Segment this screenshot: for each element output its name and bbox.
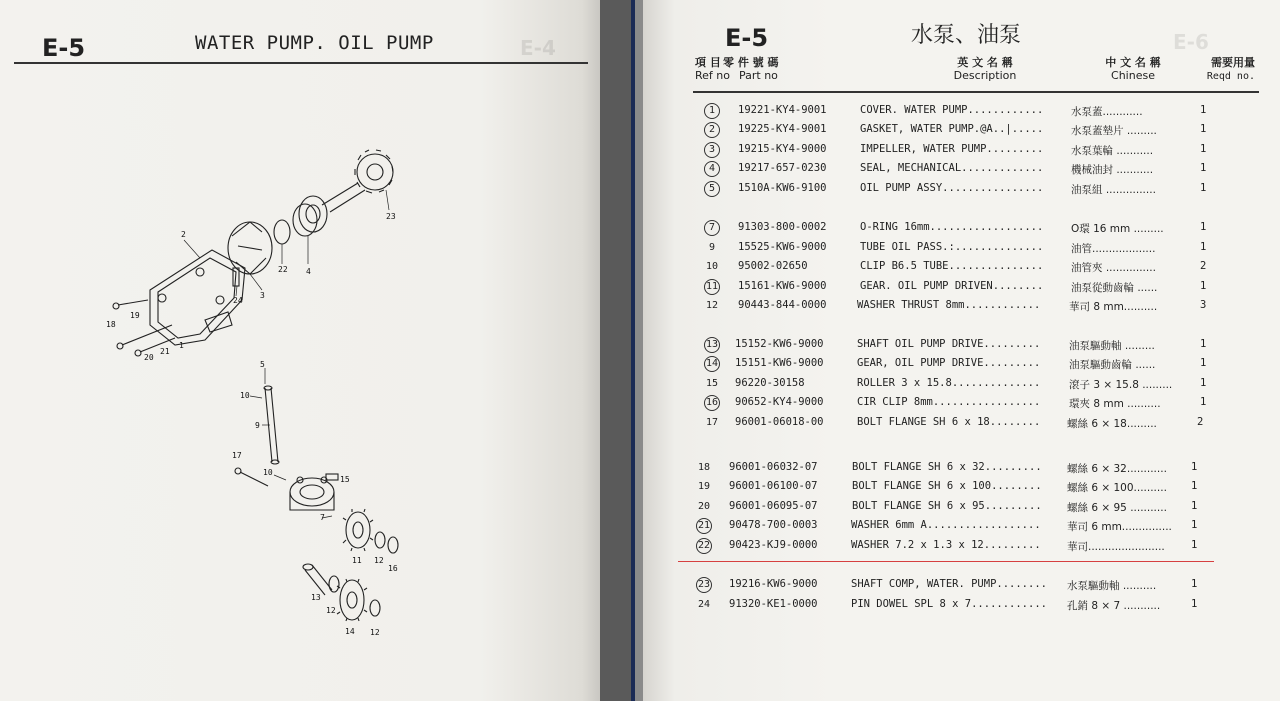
part-description: PIN DOWEL SPL 8 x 7............ xyxy=(851,598,1047,610)
part-description: BOLT FLANGE SH 6 x 95......... xyxy=(852,500,1042,512)
table-row xyxy=(643,479,1280,495)
bleed-through-code: E-4 xyxy=(520,36,556,60)
chinese-name: 水泵驅動軸 .......... xyxy=(1067,580,1157,592)
chinese-name: 水泵蓋墊片 ......... xyxy=(1071,125,1157,137)
ref-number: 9 xyxy=(708,242,716,253)
callout: 2 xyxy=(181,230,186,239)
callout: 24 xyxy=(233,296,243,305)
table-row xyxy=(643,161,1280,177)
callout: 1 xyxy=(179,341,184,350)
part-description: IMPELLER, WATER PUMP......... xyxy=(860,143,1044,155)
water-pump-impeller xyxy=(228,222,272,274)
chinese-name: 螺絲 6 × 95 ........... xyxy=(1067,502,1167,514)
ref-number: 15 xyxy=(705,378,719,389)
part-number: 96001-06095-07 xyxy=(729,500,818,512)
required-quantity: 1 xyxy=(1200,357,1207,369)
part-number: 1510A-KW6-9100 xyxy=(738,182,827,194)
callout: 12 xyxy=(374,556,384,565)
callout: 21 xyxy=(160,347,170,356)
header-partno-cn: 零 件 號 碼 xyxy=(723,56,779,69)
callout: 10 xyxy=(240,391,250,400)
header-rule xyxy=(693,91,1259,93)
chinese-name: 螺絲 6 × 18......... xyxy=(1067,418,1157,430)
callout: 22 xyxy=(278,265,288,274)
part-number: 90443-844-0000 xyxy=(738,299,827,311)
required-quantity: 1 xyxy=(1191,539,1198,551)
table-row xyxy=(643,499,1280,515)
required-quantity: 1 xyxy=(1200,241,1207,253)
part-number: 15152-KW6-9000 xyxy=(735,338,824,350)
part-description: CIR CLIP 8mm................. xyxy=(857,396,1041,408)
part-number: 19216-KW6-9000 xyxy=(729,578,818,590)
header-reqd xyxy=(1203,56,1255,83)
header-cn-en: Chinese xyxy=(1111,69,1155,82)
callout: 16 xyxy=(388,564,398,573)
part-description: SEAL, MECHANICAL............. xyxy=(860,162,1044,174)
page-gap xyxy=(635,0,643,701)
section-code: E-5 xyxy=(725,24,769,52)
part-number: 90423-KJ9-0000 xyxy=(729,539,818,551)
callout: 19 xyxy=(130,311,140,320)
part-number: 96220-30158 xyxy=(735,377,805,389)
part-description: OIL PUMP ASSY................ xyxy=(860,182,1044,194)
table-row xyxy=(643,220,1280,236)
left-page xyxy=(0,0,600,701)
mechanical-seal xyxy=(293,196,327,236)
circlip-16 xyxy=(388,537,398,553)
required-quantity: 1 xyxy=(1191,480,1198,492)
chinese-name: 油管................... xyxy=(1071,243,1156,255)
chinese-name: 華司 6 mm............... xyxy=(1067,521,1172,533)
roller xyxy=(326,474,338,480)
chinese-name: 螺絲 6 × 100.......... xyxy=(1067,482,1167,494)
table-row xyxy=(643,395,1280,411)
ref-number: 18 xyxy=(697,462,711,473)
right-page xyxy=(643,0,1280,701)
ref-number: 11 xyxy=(704,279,720,295)
chinese-name: 油管夾 ............... xyxy=(1071,262,1156,274)
part-number: 96001-06100-07 xyxy=(729,480,818,492)
required-quantity: 1 xyxy=(1200,221,1207,233)
callout: 13 xyxy=(311,593,321,602)
chinese-name: 油泵組 ............... xyxy=(1071,184,1156,196)
header-description xyxy=(905,56,1065,82)
header-reqd-en: Reqd no. xyxy=(1206,71,1255,82)
required-quantity: 1 xyxy=(1200,123,1207,135)
callout: 7 xyxy=(320,513,325,522)
chinese-name: 油泵驅動齒輪 ...... xyxy=(1069,359,1156,371)
part-description: TUBE OIL PASS.:.............. xyxy=(860,241,1044,253)
water-pump-shaft-gear xyxy=(322,150,393,212)
book-gutter xyxy=(600,0,631,701)
part-number: 19225-KY4-9001 xyxy=(738,123,827,135)
callout: 18 xyxy=(106,320,116,329)
oil-pump-body xyxy=(290,477,334,510)
required-quantity: 1 xyxy=(1200,182,1207,194)
callout: 15 xyxy=(340,475,350,484)
oil-pump-drive-gear xyxy=(337,579,367,621)
chinese-name: 華司 8 mm.......... xyxy=(1069,301,1158,313)
ref-number: 10 xyxy=(705,261,719,272)
ref-number: 3 xyxy=(704,142,720,158)
part-description: WASHER 6mm A.................. xyxy=(851,519,1041,531)
callout: 4 xyxy=(306,267,311,276)
part-description: BOLT FLANGE SH 6 x 18........ xyxy=(857,416,1041,428)
part-description: WASHER THRUST 8mm............ xyxy=(857,299,1041,311)
callout: 14 xyxy=(345,627,355,636)
table-row xyxy=(643,518,1280,534)
table-row xyxy=(643,376,1280,392)
header-reqd-cn: 需要用量 xyxy=(1211,56,1255,69)
part-number: 15161-KW6-9000 xyxy=(738,280,827,292)
part-number: 19217-657-0230 xyxy=(738,162,827,174)
chinese-name: O環 16 mm ......... xyxy=(1071,223,1164,235)
ref-number: 13 xyxy=(704,337,720,353)
washer-12-b xyxy=(329,576,339,592)
part-number: 19221-KY4-9001 xyxy=(738,104,827,116)
table-row xyxy=(643,298,1280,314)
washer-12 xyxy=(375,532,385,548)
exploded-parts-diagram xyxy=(0,0,600,701)
part-description: GEAR. OIL PUMP DRIVEN........ xyxy=(860,280,1044,292)
required-quantity: 1 xyxy=(1200,143,1207,155)
part-description: GEAR, OIL PUMP DRIVE......... xyxy=(857,357,1041,369)
required-quantity: 1 xyxy=(1191,598,1198,610)
required-quantity: 1 xyxy=(1191,519,1198,531)
header-cn-cn: 中 文 名 稱 xyxy=(1105,56,1161,69)
chinese-name: 油泵從動齒輪 ...... xyxy=(1071,282,1158,294)
part-description: SHAFT OIL PUMP DRIVE......... xyxy=(857,338,1041,350)
required-quantity: 1 xyxy=(1200,396,1207,408)
oil-pump-driven-gear xyxy=(343,509,373,551)
ref-number: 7 xyxy=(704,220,720,236)
part-number: 15525-KW6-9000 xyxy=(738,241,827,253)
bleed-through-code: E-6 xyxy=(1173,30,1209,54)
part-number: 19215-KY4-9000 xyxy=(738,143,827,155)
table-row xyxy=(643,415,1280,431)
header-partno xyxy=(723,56,779,82)
table-row xyxy=(643,597,1280,613)
part-description: WASHER 7.2 x 1.3 x 12......... xyxy=(851,539,1041,551)
part-description: BOLT FLANGE SH 6 x 100........ xyxy=(852,480,1042,492)
callout-labels xyxy=(106,212,398,637)
callout: 17 xyxy=(232,451,242,460)
part-number: 90652-KY4-9000 xyxy=(735,396,824,408)
callout: 12 xyxy=(370,628,380,637)
required-quantity: 1 xyxy=(1200,377,1207,389)
callout: 20 xyxy=(144,353,154,362)
chinese-name: 滾子 3 × 15.8 ......... xyxy=(1069,379,1173,391)
page-title: WATER PUMP. OIL PUMP xyxy=(195,32,434,54)
chinese-name: 油泵驅動軸 ......... xyxy=(1069,340,1155,352)
ref-number: 20 xyxy=(697,501,711,512)
table-row xyxy=(643,142,1280,158)
section-code: E-5 xyxy=(42,34,86,62)
ref-number: 23 xyxy=(696,577,712,593)
table-row xyxy=(643,103,1280,119)
callout: 3 xyxy=(260,291,265,300)
chinese-name: 水泵蓋............ xyxy=(1071,106,1143,118)
part-number: 96001-06018-00 xyxy=(735,416,824,428)
ref-number: 1 xyxy=(704,103,720,119)
oil-pump-drive-shaft xyxy=(303,564,332,595)
callout: 23 xyxy=(386,212,396,221)
callout: 11 xyxy=(352,556,362,565)
page-title: 水泵、油泵 xyxy=(911,23,1022,48)
table-row xyxy=(643,279,1280,295)
ref-number: 4 xyxy=(704,161,720,177)
table-row xyxy=(643,337,1280,353)
part-description: GASKET, WATER PUMP.@A..|..... xyxy=(860,123,1044,135)
part-number: 91320-KE1-0000 xyxy=(729,598,818,610)
ref-number: 22 xyxy=(696,538,712,554)
callout: 12 xyxy=(326,606,336,615)
table-row xyxy=(643,460,1280,476)
washer-22 xyxy=(274,220,290,244)
chinese-name: 水泵葉輪 ........... xyxy=(1071,145,1154,157)
table-row xyxy=(643,122,1280,138)
header-desc-cn: 英 文 名 稱 xyxy=(957,56,1013,69)
callout: 9 xyxy=(255,421,260,430)
required-quantity: 1 xyxy=(1200,338,1207,350)
table-row xyxy=(643,538,1280,554)
chinese-name: 華司....................... xyxy=(1067,541,1165,553)
ref-number: 19 xyxy=(697,481,711,492)
header-chinese xyxy=(1088,56,1178,82)
ref-number: 14 xyxy=(704,356,720,372)
ref-number: 17 xyxy=(705,417,719,428)
header-ref-en: Ref no xyxy=(695,69,730,82)
part-description: ROLLER 3 x 15.8.............. xyxy=(857,377,1041,389)
part-number: 96001-06032-07 xyxy=(729,461,818,473)
callout: 10 xyxy=(263,468,273,477)
part-number: 91303-800-0002 xyxy=(738,221,827,233)
required-quantity: 1 xyxy=(1191,461,1198,473)
table-row xyxy=(643,259,1280,275)
ref-number: 5 xyxy=(704,181,720,197)
part-description: CLIP B6.5 TUBE............... xyxy=(860,260,1044,272)
table-row xyxy=(643,356,1280,372)
table-row xyxy=(643,240,1280,256)
washer-12-c xyxy=(370,600,380,616)
ref-number: 2 xyxy=(704,122,720,138)
part-number: 95002-02650 xyxy=(738,260,808,272)
header-ref-cn: 項 目 xyxy=(695,56,721,69)
chinese-name: 環夾 8 mm .......... xyxy=(1069,398,1161,410)
red-marker-line xyxy=(678,561,1214,562)
header-partno-en: Part no xyxy=(739,69,778,82)
ref-number: 16 xyxy=(704,395,720,411)
required-quantity: 1 xyxy=(1200,104,1207,116)
part-description: BOLT FLANGE SH 6 x 32......... xyxy=(852,461,1042,473)
required-quantity: 1 xyxy=(1191,578,1198,590)
part-description: SHAFT COMP, WATER. PUMP........ xyxy=(851,578,1047,590)
ref-number: 12 xyxy=(705,300,719,311)
required-quantity: 3 xyxy=(1200,299,1207,311)
required-quantity: 2 xyxy=(1197,416,1204,428)
required-quantity: 2 xyxy=(1200,260,1207,272)
required-quantity: 1 xyxy=(1200,162,1207,174)
header-desc-en: Description xyxy=(953,69,1017,82)
water-pump-cover xyxy=(150,250,245,345)
table-row xyxy=(643,181,1280,197)
table-row xyxy=(643,577,1280,593)
chinese-name: 機械油封 ........... xyxy=(1071,164,1154,176)
chinese-name: 螺絲 6 × 32............ xyxy=(1067,463,1167,475)
part-number: 90478-700-0003 xyxy=(729,519,818,531)
part-description: COVER. WATER PUMP............ xyxy=(860,104,1044,116)
required-quantity: 1 xyxy=(1191,500,1198,512)
ref-number: 24 xyxy=(697,599,711,610)
required-quantity: 1 xyxy=(1200,280,1207,292)
part-number: 15151-KW6-9000 xyxy=(735,357,824,369)
part-description: O-RING 16mm.................. xyxy=(860,221,1044,233)
callout: 5 xyxy=(260,360,265,369)
ref-number: 21 xyxy=(696,518,712,534)
chinese-name: 孔銷 8 × 7 ........... xyxy=(1067,600,1161,612)
